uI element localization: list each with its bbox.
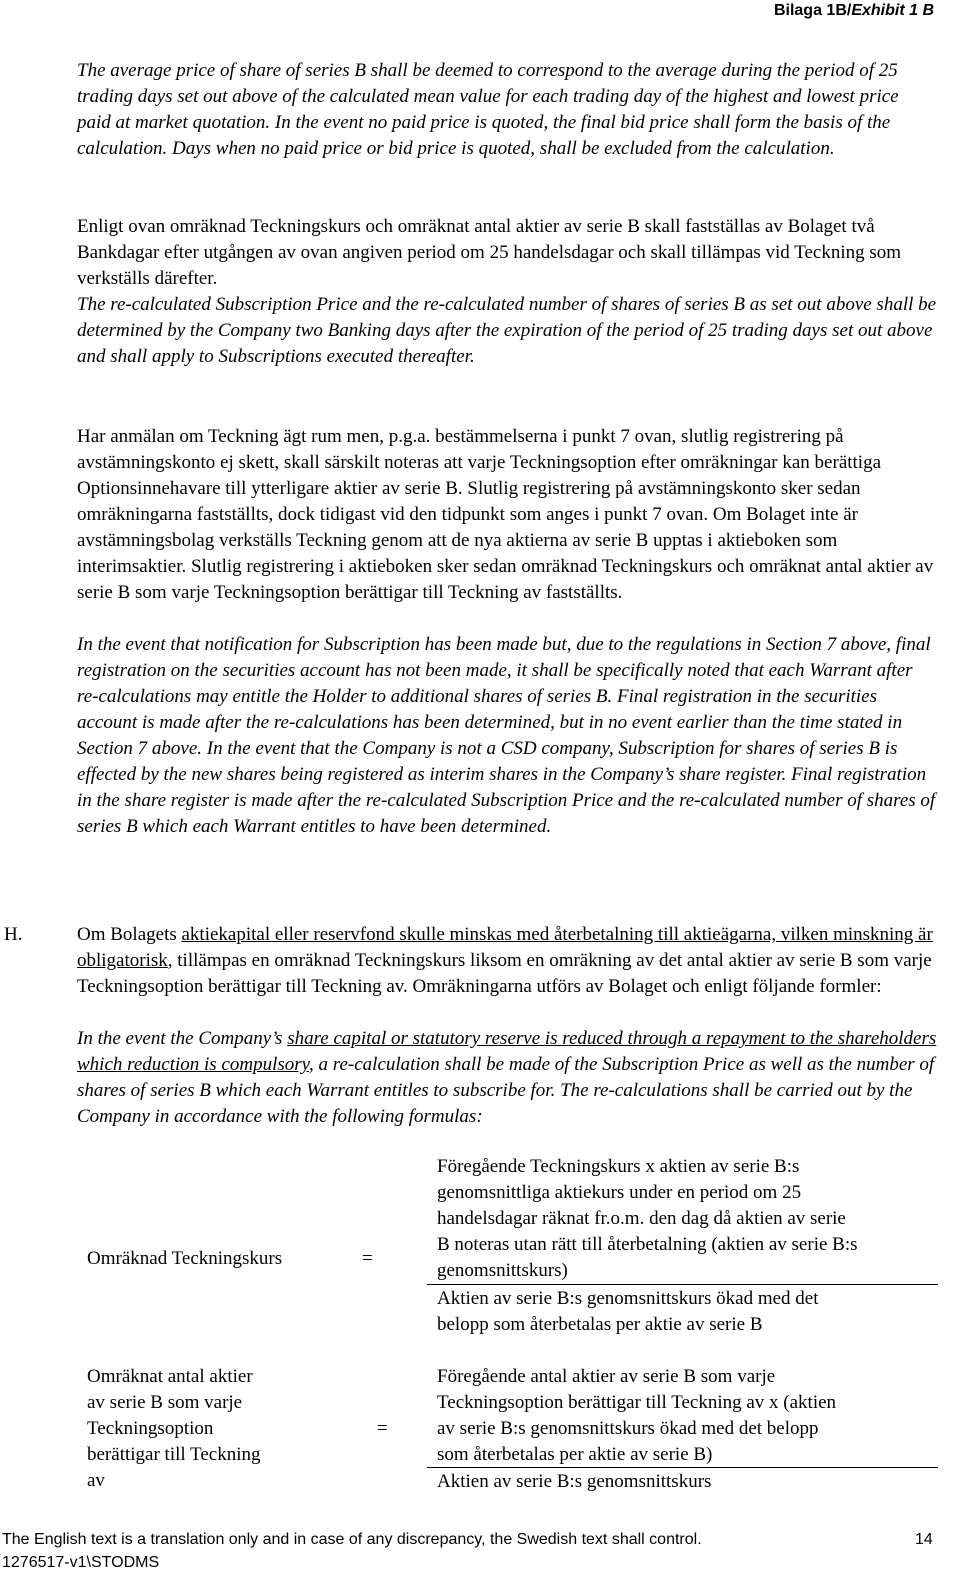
formula2-numerator bbox=[437, 1364, 937, 1468]
paragraph-recalc-en: The re-calculated Subscription Price and the re-calculated number of shares of series B as set out above shall be determined by the Company two Banking days after the expiration of the period of 25 trading days set out above and shall apply to Subscriptions executed thereafter. bbox=[77, 294, 937, 367]
formula2-label-line: av serie B som varje bbox=[87, 1392, 243, 1413]
section-h-en-underlined: share capital or statutory reserve is reduced through a repayment to the shareholders which reduction is compulsory bbox=[77, 1028, 937, 1075]
formula1-num-line: Föregående Teckningskurs x aktien av serie B:s bbox=[437, 1156, 800, 1177]
formula1-num-line: handelsdagar räknat fr.o.m. den dag då aktien av serie bbox=[437, 1208, 846, 1229]
footer-translation-note: The English text is a translation only and in case of any discrepancy, the Swedish text shall control. bbox=[2, 1531, 702, 1548]
formula2-label-line: Teckningsoption bbox=[87, 1418, 214, 1439]
formula2-num-line: Föregående antal aktier av serie B som varje bbox=[437, 1366, 776, 1387]
formula2-label bbox=[87, 1364, 347, 1494]
header-exhibit: Exhibit 1 B bbox=[851, 2, 934, 19]
formula2-num-line: Teckningsoption berättigar till Teckning av x (aktien bbox=[437, 1392, 837, 1413]
formula2-den-line: Aktien av serie B:s genomsnittskurs bbox=[437, 1471, 712, 1492]
paragraph-registration-sv: Har anmälan om Teckning ägt rum men, p.g.a. bestämmelserna i punkt 7 ovan, slutlig registrering på avstämningskonto ej skett, skall särskilt noteras att varje Teckningsoption efter omräkningar kan berättiga Optionsinnehavare till ytterligare aktier av serie B. Slutlig registrering på avstämningskonto sker sedan omräkningarna fastställts, dock tidigast vid den tidpunkt som anges i punkt 7 ovan. Om Bolaget inte är avstämningsbolag verkställs Teckning genom att de nya aktierna av serie B upptas i aktieboken som interimsaktier. Slutlig registrering i aktieboken sker sedan omräknad Teckningskurs och omräknat antal aktier av serie B som varje Teckningsoption berättigar till Teckning av fastställts. bbox=[77, 426, 934, 603]
formula1-fraction-bar bbox=[427, 1284, 938, 1285]
formula1-equals: = bbox=[362, 1248, 373, 1269]
page-header bbox=[774, 0, 934, 22]
formula2-num-line: som återbetalas per aktie av serie B) bbox=[437, 1444, 713, 1465]
paragraph-registration-en: In the event that notification for Subscription has been made but, due to the regulations in Section 7 above, final registration on the securities account has not been made, it shall be specifically noted that each Warrant after re-calculations may entitle the Holder to additional shares of series B. Final registration in the securities account is made after the re-calculations has been determined, but in no event earlier than the time stated in Section 7 above. In the event that the Company is not a CSD company, Subscription for shares of series B is effected by the new shares being registered as interim shares in the Company’s share register. Final registration in the share register is made after the re-calculated Subscription Price and the re-calculated number of shares of series B which each Warrant entitles to have been determined. bbox=[77, 634, 936, 837]
section-h-en-pre: In the event the Company’s bbox=[77, 1028, 288, 1049]
section-h-label: H. bbox=[4, 924, 23, 945]
formula2-fraction-bar bbox=[427, 1467, 938, 1468]
paragraph-recalc-sv: Enligt ovan omräknad Teckningskurs och omräknat antal aktier av serie B skall fastställas av Bolaget två Bankdagar efter utgången av ovan angiven period om 25 handelsdagar och skall tillämpas vid Teckning som verkställs därefter. bbox=[77, 216, 902, 289]
section-h-sv bbox=[77, 922, 937, 1000]
formula2-num-line: av serie B:s genomsnittskurs ökad med det belopp bbox=[437, 1418, 819, 1439]
header-prefix: Bilaga 1B/ bbox=[773, 2, 852, 19]
formula1-den-line: Aktien av serie B:s genomsnittskurs ökad med det bbox=[437, 1288, 819, 1309]
formula1-label: Omräknad Teckningskurs bbox=[87, 1248, 283, 1269]
formula2-label-line: Omräknat antal aktier bbox=[87, 1366, 253, 1387]
formula1-denominator bbox=[437, 1286, 937, 1338]
formula2-equals: = bbox=[377, 1418, 388, 1439]
paragraph-average-price-en: The average price of share of series B shall be deemed to correspond to the average during the period of 25 trading days set out above of the calculated mean value for each trading day of the highest and lowest price paid at market quotation. In the event no paid price is quoted, the final bid price shall form the basis of the calculation. Days when no paid price or bid price is quoted, shall be excluded from the calculation. bbox=[77, 60, 899, 159]
footer-document-id: 1276517-v1\STODMS bbox=[2, 1554, 160, 1571]
section-h-sv-underlined: aktiekapital eller reservfond skulle minskas med återbetalning till aktieägarna, vilken minskning är obligatorisk bbox=[77, 924, 933, 971]
footer-page-number: 14 bbox=[915, 1531, 933, 1548]
section-h-en bbox=[77, 1026, 937, 1130]
formula1-num-line: B noteras utan rätt till återbetalning (aktien av serie B:s bbox=[437, 1234, 858, 1255]
formula1-num-line: genomsnittskurs) bbox=[437, 1260, 568, 1281]
formula1-den-line: belopp som återbetalas per aktie av serie B bbox=[437, 1314, 763, 1335]
formula2-label-line: berättigar till Teckning bbox=[87, 1444, 261, 1465]
formula1-num-line: genomsnittliga aktiekurs under en period om 25 bbox=[437, 1182, 802, 1203]
formula2-denominator bbox=[437, 1469, 937, 1495]
section-h-sv-pre: Om Bolagets bbox=[77, 924, 182, 945]
section-h-sv-post: , tillämpas en omräknad Teckningskurs liksom en omräkning av det antal aktier av serie B som varje Teckningsoption berättigar till Teckning av. Omräkningarna utförs av Bolaget och enligt följande formler: bbox=[77, 950, 932, 997]
formula1-numerator bbox=[437, 1154, 947, 1284]
section-h-en-post: , a re-calculation shall be made of the Subscription Price as well as the number of shares of series B which each Warrant entitles to subscribe for. The re-calculations shall be carried out by the Company in accordance with the following formulas: bbox=[77, 1054, 935, 1127]
formula2-label-line: av bbox=[87, 1470, 105, 1491]
